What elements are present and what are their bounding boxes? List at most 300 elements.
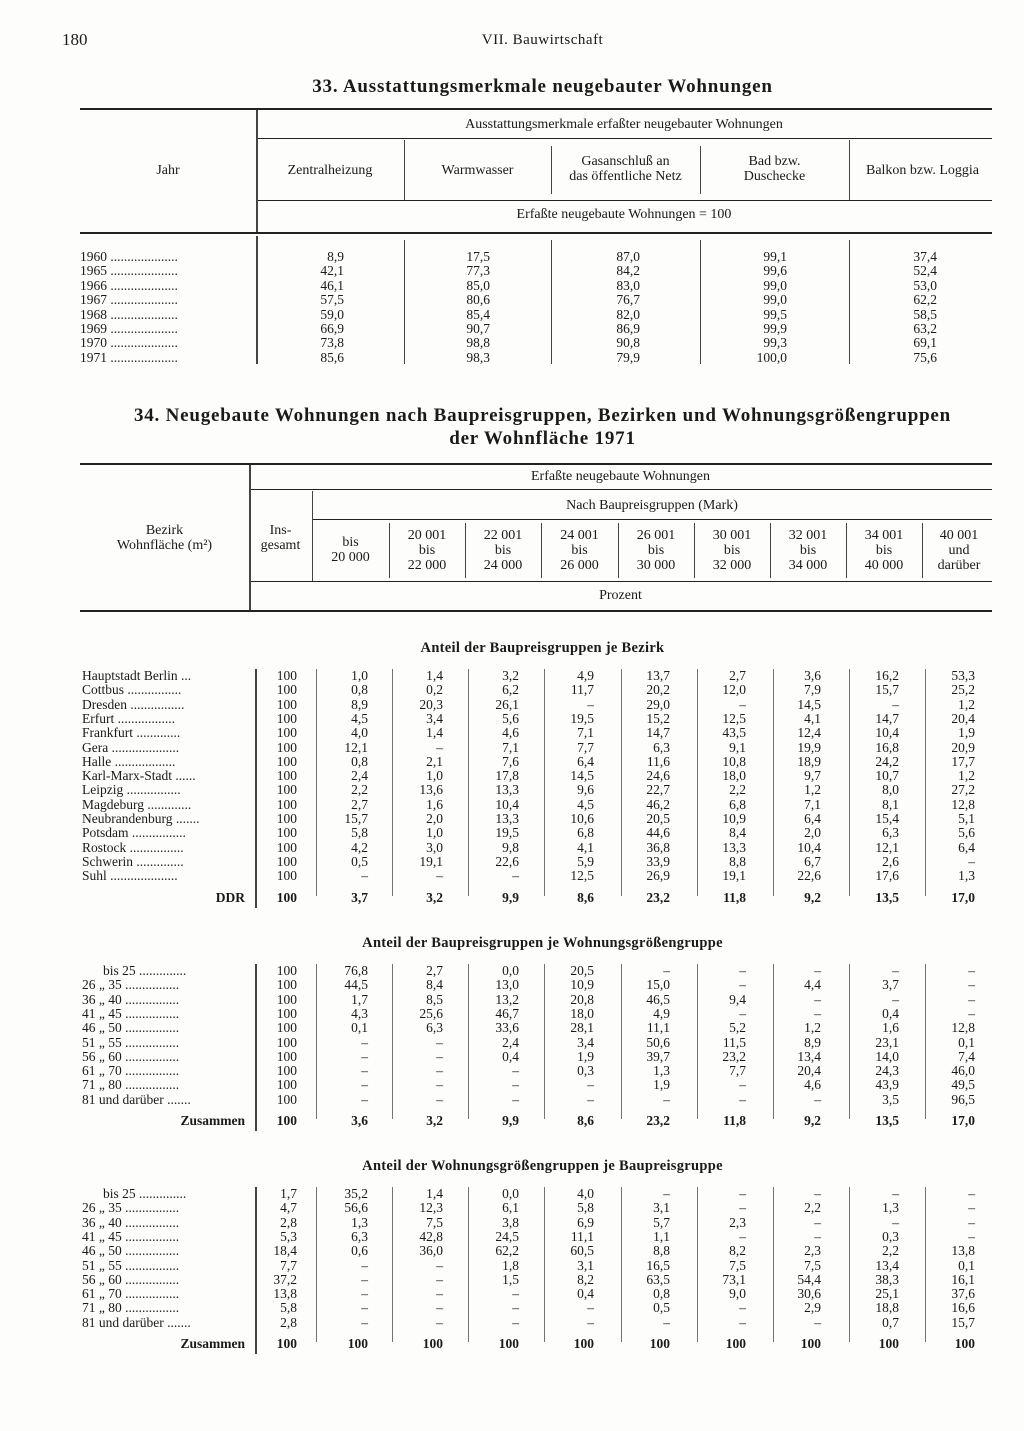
table-cell: – xyxy=(361,1048,368,1064)
table-cell: 1,4 xyxy=(426,725,443,741)
table-cell: 0,1 xyxy=(958,1034,975,1050)
total-cell: 8,6 xyxy=(577,1113,594,1128)
table-cell: – xyxy=(436,868,443,884)
table-cell: – xyxy=(663,963,670,978)
table-cell: – xyxy=(968,963,975,978)
table-cell: 90,7 xyxy=(466,321,490,336)
row-label: 26 „ 35 ................ xyxy=(82,1200,180,1216)
table-cell: – xyxy=(436,1257,443,1273)
table34-column-rule xyxy=(249,581,992,582)
table-cell: 15,2 xyxy=(646,710,670,726)
table-cell: 13,0 xyxy=(495,977,519,993)
table-cell: 0,8 xyxy=(653,1286,670,1302)
table-cell: 98,8 xyxy=(466,335,490,351)
total-cell: 100 xyxy=(276,889,297,905)
table-row xyxy=(0,1201,1024,1215)
table-cell: 1,7 xyxy=(351,991,368,1007)
table-cell: 2,7 xyxy=(729,668,746,683)
table-cell: 99,3 xyxy=(763,335,787,351)
table-cell: 0,1 xyxy=(351,1020,368,1036)
table-cell: 43,9 xyxy=(875,1077,899,1093)
table-cell: 3,8 xyxy=(502,1214,519,1230)
table33-unit: Erfaßte neugebaute Wohnungen = 100 xyxy=(516,207,732,222)
table34-col-divider xyxy=(846,523,847,578)
total-cell: 17,0 xyxy=(951,889,975,905)
table-cell: – xyxy=(814,1186,821,1201)
table-cell: – xyxy=(361,1271,368,1287)
table-cell: 100 xyxy=(276,753,297,769)
table-cell: 7,1 xyxy=(804,796,821,812)
table-cell: 100 xyxy=(276,796,297,812)
table34-group-header: Erfaßte neugebaute Wohnungen xyxy=(531,469,710,484)
table-cell: 63,2 xyxy=(913,321,937,336)
table-cell: – xyxy=(968,1186,975,1201)
table-row xyxy=(0,993,1024,1007)
table-cell: – xyxy=(739,963,746,978)
table-cell: – xyxy=(739,1314,746,1330)
table34-column-header xyxy=(922,528,996,573)
table-cell: 13,3 xyxy=(495,782,519,798)
table-cell: 79,9 xyxy=(616,349,640,365)
table-cell: 36,8 xyxy=(646,839,670,855)
total-cell: 11,8 xyxy=(723,889,746,905)
table-cell: 5,2 xyxy=(729,1020,746,1036)
table-cell: 0,2 xyxy=(426,682,443,698)
table-cell: 27,2 xyxy=(951,782,975,798)
table-cell: – xyxy=(361,1077,368,1093)
table-cell: – xyxy=(739,977,746,993)
table-cell: 2,7 xyxy=(426,963,443,978)
table-cell: 3,6 xyxy=(804,668,821,683)
table33-column-header-line: Gasanschluß an xyxy=(581,154,670,169)
table-cell: 2,8 xyxy=(280,1214,297,1230)
table-cell: 5,8 xyxy=(280,1300,297,1316)
table-cell: 1,3 xyxy=(351,1214,368,1230)
table-cell: 1,9 xyxy=(577,1048,594,1064)
row-label: 1960 .................... xyxy=(80,249,178,264)
table-cell: 17,5 xyxy=(466,249,490,264)
table-cell: – xyxy=(361,868,368,884)
table34-stub-header-line2: Wohnfläche (m²) xyxy=(116,538,213,553)
table-cell: 5,6 xyxy=(958,825,975,841)
table-cell: 4,0 xyxy=(577,1186,594,1201)
table-cell: 12,8 xyxy=(951,796,975,812)
table33-column-header xyxy=(849,163,996,178)
row-label: 41 „ 45 ................ xyxy=(82,1005,180,1021)
table-cell: 13,6 xyxy=(419,782,443,798)
table-cell: 8,5 xyxy=(426,991,443,1007)
total-cell: 100 xyxy=(800,1336,821,1351)
table34-col-divider xyxy=(465,523,466,578)
table34-col-divider xyxy=(541,523,542,578)
table-cell: 73,8 xyxy=(320,335,344,351)
table-cell: 8,8 xyxy=(729,853,746,869)
table-cell: 7,9 xyxy=(804,682,821,698)
table-cell: 10,9 xyxy=(570,977,594,993)
total-cell: 100 xyxy=(878,1336,899,1351)
row-label: 51 „ 55 ................ xyxy=(82,1034,180,1050)
row-label: 56 „ 60 ................ xyxy=(82,1048,180,1064)
table-cell: 42,1 xyxy=(320,263,344,279)
table34-group-rule xyxy=(249,489,992,490)
table-cell: 100 xyxy=(276,739,297,755)
table34-column-header-line: 26 001 xyxy=(636,528,676,543)
table-cell: 100 xyxy=(276,1005,297,1021)
table-row xyxy=(0,279,1024,293)
table-cell: 4,9 xyxy=(653,1005,670,1021)
table-cell: 5,8 xyxy=(577,1200,594,1216)
table-cell: 49,5 xyxy=(951,1077,975,1093)
table-cell: 24,3 xyxy=(875,1063,899,1079)
table33-column-header-line: Warmwasser xyxy=(441,163,514,178)
total-cell: 23,2 xyxy=(646,1113,670,1128)
table33-group-header: Ausstattungsmerkmale erfaßter neugebauter Wohnungen xyxy=(465,117,783,132)
table-cell: 1,0 xyxy=(351,668,368,683)
row-label: Karl-Marx-Stadt ...... xyxy=(82,768,196,784)
table-cell: 2,8 xyxy=(280,1314,297,1330)
table-cell: 0,8 xyxy=(351,682,368,698)
table-row xyxy=(0,1301,1024,1315)
total-cell: 3,2 xyxy=(426,889,443,905)
table-cell: 16,1 xyxy=(951,1271,975,1287)
total-label: Zusammen xyxy=(180,1113,245,1128)
table-cell: 37,4 xyxy=(913,249,937,264)
table-cell: 100 xyxy=(276,1034,297,1050)
table-row xyxy=(0,964,1024,978)
table-cell: – xyxy=(968,1005,975,1021)
table-cell: 3,4 xyxy=(577,1034,594,1050)
table-cell: 9,8 xyxy=(502,839,519,855)
table-cell: 3,7 xyxy=(882,977,899,993)
table-cell: 99,0 xyxy=(763,292,787,308)
table-cell: 2,0 xyxy=(804,825,821,841)
table-cell: 13,4 xyxy=(797,1048,821,1064)
table-cell: 53,0 xyxy=(913,277,937,293)
total-cell: 3,7 xyxy=(351,889,368,905)
table-cell: 46,2 xyxy=(646,796,670,812)
row-label: 41 „ 45 ................ xyxy=(82,1228,180,1244)
table-cell: 1,6 xyxy=(882,1020,899,1036)
total-cell: 100 xyxy=(347,1336,368,1351)
table-cell: 7,7 xyxy=(729,1063,746,1079)
table-cell: 13,8 xyxy=(273,1286,297,1302)
row-label: 61 „ 70 ................ xyxy=(82,1063,180,1079)
table-cell: 20,9 xyxy=(951,739,975,755)
table-cell: – xyxy=(436,1314,443,1330)
table34-column-header-line: bis xyxy=(418,543,436,558)
row-label: Schwerin .............. xyxy=(82,853,184,869)
table34-title-line1: 34. Neugebaute Wohnungen nach Baupreisgruppen, Bezirken und Wohnungsgrößengruppen xyxy=(133,405,952,426)
table-cell: 29,0 xyxy=(646,696,670,712)
table-cell: – xyxy=(436,1034,443,1050)
table-cell: 52,4 xyxy=(913,263,937,279)
table33-stub-header: Jahr xyxy=(156,163,180,178)
table-row xyxy=(0,1050,1024,1064)
table-cell: 0,7 xyxy=(882,1314,899,1330)
table-row xyxy=(0,755,1024,769)
table-cell: 20,5 xyxy=(646,811,670,826)
table-cell: 83,0 xyxy=(616,277,640,293)
table33-column-rule xyxy=(256,200,992,201)
table-cell: 11,6 xyxy=(646,753,670,769)
table-cell: 6,3 xyxy=(882,825,899,841)
table-cell: 0,1 xyxy=(958,1257,975,1273)
table-cell: – xyxy=(587,1300,594,1316)
table-cell: 1,2 xyxy=(958,696,975,712)
table-row xyxy=(0,351,1024,365)
table-row xyxy=(0,336,1024,350)
total-cell: 100 xyxy=(276,1336,297,1351)
table34-column-header-line: 40 000 xyxy=(864,558,904,573)
table34-subgroup-rule xyxy=(312,519,992,520)
table-cell: 8,2 xyxy=(577,1271,594,1287)
table-cell: 100 xyxy=(276,977,297,993)
row-label: bis 25 .............. xyxy=(103,963,187,978)
table-cell: 42,8 xyxy=(419,1228,443,1244)
table-cell: 10,8 xyxy=(722,753,746,769)
total-cell: 9,9 xyxy=(502,1113,519,1128)
table-cell: 2,0 xyxy=(426,811,443,826)
table-cell: 100 xyxy=(276,768,297,784)
total-cell: 3,2 xyxy=(426,1113,443,1128)
total-cell: 100 xyxy=(276,1113,297,1128)
table-cell: 9,6 xyxy=(577,782,594,798)
table-cell: 33,6 xyxy=(495,1020,519,1036)
table-cell: 0,3 xyxy=(882,1228,899,1244)
table-cell: – xyxy=(739,1005,746,1021)
total-cell: 100 xyxy=(498,1336,519,1351)
table-cell: 11,7 xyxy=(570,682,594,698)
table-cell: 10,4 xyxy=(495,796,519,812)
section-title: Anteil der Baupreisgruppen je Bezirk xyxy=(420,640,665,656)
table-cell: 4,1 xyxy=(804,710,821,726)
table-cell: 7,1 xyxy=(577,725,594,741)
row-label: 1966 .................... xyxy=(80,277,178,293)
table-cell: 76,7 xyxy=(616,292,640,308)
table-cell: – xyxy=(739,696,746,712)
table34-col-divider xyxy=(770,523,771,578)
table-cell: 8,9 xyxy=(804,1034,821,1050)
table-cell: 10,9 xyxy=(722,811,746,826)
table-cell: 6,1 xyxy=(502,1200,519,1216)
table-cell: – xyxy=(739,1077,746,1093)
table-cell: 6,8 xyxy=(729,796,746,812)
table-cell: 19,1 xyxy=(419,853,443,869)
table-cell: 22,6 xyxy=(797,868,821,884)
table-cell: 4,6 xyxy=(804,1077,821,1093)
table-cell: 18,8 xyxy=(875,1300,899,1316)
table34-total-header-line: Ins- xyxy=(269,523,292,538)
table-cell: 16,2 xyxy=(875,668,899,683)
table-cell: 80,6 xyxy=(466,292,490,308)
table34-column-header-line: 32 001 xyxy=(788,528,828,543)
table34-col-divider xyxy=(618,523,619,578)
table-cell: 11,5 xyxy=(722,1034,746,1050)
table-cell: 0,6 xyxy=(351,1243,368,1259)
table-row xyxy=(0,1093,1024,1107)
table-cell: 12,0 xyxy=(722,682,746,698)
table-cell: 76,8 xyxy=(344,963,368,978)
row-label: Halle .................. xyxy=(82,753,176,769)
table-cell: 25,2 xyxy=(951,682,975,698)
table-cell: 1,9 xyxy=(653,1077,670,1093)
table-cell: 8,1 xyxy=(882,796,899,812)
table-cell: – xyxy=(663,1091,670,1107)
table-cell: 85,4 xyxy=(466,306,490,322)
table34-column-header-line: bis xyxy=(342,535,359,550)
table-cell: – xyxy=(436,1300,443,1316)
table-cell: 99,5 xyxy=(763,306,787,322)
table-cell: 6,3 xyxy=(351,1228,368,1244)
table-cell: 46,0 xyxy=(951,1063,975,1079)
total-cell: 23,2 xyxy=(646,889,670,905)
table-cell: 8,8 xyxy=(653,1243,670,1259)
table33-column-header xyxy=(256,163,404,178)
table-cell: – xyxy=(587,696,594,712)
table-cell: 0,3 xyxy=(577,1063,594,1079)
total-label: DDR xyxy=(215,889,245,905)
table-cell: 14,7 xyxy=(875,710,899,726)
table34-title-line2: der Wohnfläche 1971 xyxy=(449,428,636,449)
table-row xyxy=(0,683,1024,697)
table-cell: 60,5 xyxy=(570,1243,594,1259)
running-head: VII. Bauwirtschaft xyxy=(481,32,604,48)
table-cell: 82,0 xyxy=(616,306,640,322)
table-cell: 2,2 xyxy=(351,782,368,798)
row-label: 1970 .................... xyxy=(80,335,178,351)
row-label: Neubrandenburg ....... xyxy=(82,811,200,826)
table-row xyxy=(0,1064,1024,1078)
table34-column-header-line: und xyxy=(948,543,970,558)
table-cell: – xyxy=(892,1214,899,1230)
table34-column-header-line: 20 001 xyxy=(407,528,447,543)
table-cell: 16,6 xyxy=(951,1300,975,1316)
table-cell: 10,7 xyxy=(875,768,899,784)
table-cell: 15,4 xyxy=(875,811,899,826)
table-cell: – xyxy=(739,1228,746,1244)
table-cell: 38,3 xyxy=(875,1271,899,1287)
table-cell: 100 xyxy=(276,1063,297,1079)
table34-column-header-line: 30 001 xyxy=(712,528,752,543)
table-cell: – xyxy=(814,1214,821,1230)
total-row xyxy=(0,1337,1024,1351)
table-row xyxy=(0,293,1024,307)
row-label: Frankfurt ............. xyxy=(82,725,181,741)
table34-col-divider xyxy=(694,523,695,578)
table-cell: 3,1 xyxy=(653,1200,670,1216)
table-cell: 100 xyxy=(276,868,297,884)
table-cell: – xyxy=(361,1300,368,1316)
row-label: 81 und darüber ....... xyxy=(82,1091,191,1107)
table-cell: 1,0 xyxy=(426,768,443,784)
table33-column-header-line: das öffentliche Netz xyxy=(569,169,682,184)
table-cell: – xyxy=(436,1048,443,1064)
table-cell: 20,4 xyxy=(797,1063,821,1079)
table-cell: 4,4 xyxy=(804,977,821,993)
table34-column-header xyxy=(465,528,541,573)
table-cell: 100 xyxy=(276,825,297,841)
table-cell: 12,4 xyxy=(797,725,821,741)
table-row xyxy=(0,669,1024,683)
total-cell: 100 xyxy=(422,1336,443,1351)
table-cell: – xyxy=(587,1314,594,1330)
table34-column-header xyxy=(618,528,694,573)
table34-column-header-line: bis xyxy=(494,543,512,558)
table-cell: 24,2 xyxy=(875,753,899,769)
table-cell: 1,1 xyxy=(653,1228,670,1244)
table-cell: 100 xyxy=(276,710,297,726)
table-cell: – xyxy=(968,1228,975,1244)
table-cell: 69,1 xyxy=(913,335,937,351)
table-cell: 4,0 xyxy=(351,725,368,741)
table-cell: 99,1 xyxy=(763,249,787,264)
table-cell: 100 xyxy=(276,725,297,741)
table-cell: 0,5 xyxy=(351,853,368,869)
table-row xyxy=(0,1021,1024,1035)
table-cell: 33,9 xyxy=(646,853,670,869)
table-cell: 6,4 xyxy=(577,753,594,769)
row-label: 51 „ 55 ................ xyxy=(82,1257,180,1273)
table-cell: 5,1 xyxy=(958,811,975,826)
table34-col-divider xyxy=(389,523,390,578)
table-cell: 73,1 xyxy=(722,1271,746,1287)
table-cell: 13,8 xyxy=(951,1243,975,1259)
table-cell: 44,5 xyxy=(344,977,368,993)
table-cell: 0,0 xyxy=(502,963,519,978)
table-cell: – xyxy=(512,1077,519,1093)
row-label: 61 „ 70 ................ xyxy=(82,1286,180,1302)
table-cell: 20,5 xyxy=(570,963,594,978)
row-label: 1968 .................... xyxy=(80,306,178,322)
table-row xyxy=(0,250,1024,264)
table-cell: 13,4 xyxy=(875,1257,899,1273)
table-cell: 63,5 xyxy=(646,1271,670,1287)
table-cell: 18,9 xyxy=(797,753,821,769)
table-row xyxy=(0,1259,1024,1273)
table-cell: 100 xyxy=(276,668,297,683)
table-cell: 24,6 xyxy=(646,768,670,784)
table-cell: – xyxy=(436,1271,443,1287)
table-cell: – xyxy=(587,1091,594,1107)
table-cell: 0,5 xyxy=(653,1300,670,1316)
table-cell: 15,7 xyxy=(951,1314,975,1330)
row-label: bis 25 .............. xyxy=(103,1186,187,1201)
table34-column-header-line: 24 000 xyxy=(483,558,523,573)
table33-title: 33. Ausstattungsmerkmale neugebauter Wohnungen xyxy=(312,76,773,97)
table-cell: 100 xyxy=(276,696,297,712)
table-cell: 1,2 xyxy=(958,768,975,784)
table34-top-rule xyxy=(80,463,992,465)
table-cell: 100 xyxy=(276,853,297,869)
table-row xyxy=(0,712,1024,726)
table34-column-header-line: 26 000 xyxy=(560,558,599,573)
table-cell: 7,1 xyxy=(502,739,519,755)
table-cell: 100 xyxy=(276,782,297,798)
table-cell: 100 xyxy=(276,991,297,1007)
row-label: 81 und darüber ....... xyxy=(82,1314,191,1330)
table-cell: 20,3 xyxy=(419,696,443,712)
table-cell: 62,2 xyxy=(495,1243,519,1259)
table-cell: 20,2 xyxy=(646,682,670,698)
total-cell: 8,6 xyxy=(577,889,594,905)
table-cell: – xyxy=(512,868,519,884)
table-cell: 10,4 xyxy=(875,725,899,741)
table-row xyxy=(0,1273,1024,1287)
table-cell: 9,4 xyxy=(729,991,746,1007)
row-label: 36 „ 40 ................ xyxy=(82,1214,180,1230)
table33-column-header-line: Duschecke xyxy=(743,169,806,184)
table-cell: 35,2 xyxy=(344,1186,368,1201)
